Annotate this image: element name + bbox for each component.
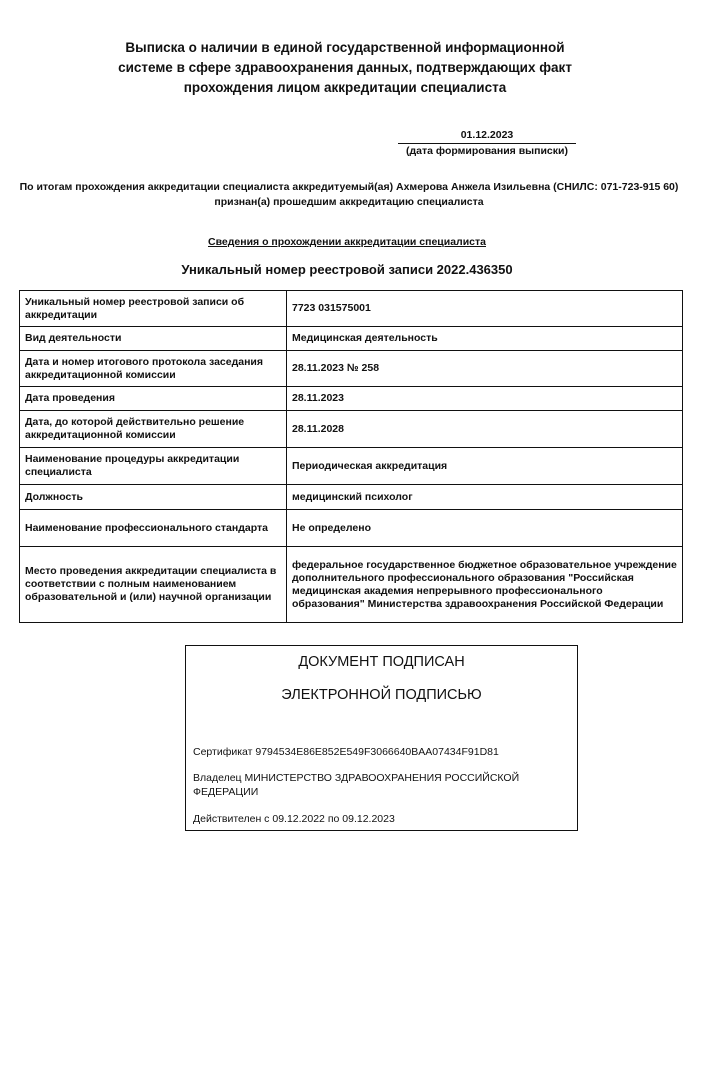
table-row	[20, 291, 683, 327]
row-value: медицинский психолог	[287, 485, 683, 510]
row-key: Дата, до которой действительно решение аккредитационной комиссии	[20, 411, 287, 448]
table-row	[20, 327, 683, 351]
row-key: Вид деятельности	[20, 327, 287, 351]
row-value: федеральное государственное бюджетное образовательное учреждение дополнительного профессионального образования "Российская медицинская академия непрерывного профессионального образования" Министерства здравоохранения Российской Федерации	[287, 547, 683, 623]
issue-date-block	[398, 128, 576, 158]
row-value: Медицинская деятельность	[287, 327, 683, 351]
row-value: Не определено	[287, 510, 683, 547]
table-row	[20, 547, 683, 623]
row-key: Наименование процедуры аккредитации специалиста	[20, 448, 287, 485]
signature-certificate: Сертификат 9794534E86E852E549F3066640BAA07434F91D81	[193, 746, 499, 758]
title-line-1: Выписка о наличии в единой государственной информационной	[125, 40, 565, 55]
row-value: 28.11.2028	[287, 411, 683, 448]
row-value: Периодическая аккредитация	[287, 448, 683, 485]
accreditation-info-table	[19, 290, 683, 623]
issue-date-caption: (дата формирования выписки)	[406, 145, 568, 157]
row-value: 7723 031575001	[287, 291, 683, 327]
section-title: Сведения о прохождении аккредитации специалиста	[208, 236, 486, 248]
row-key: Дата и номер итогового протокола заседания аккредитационной комиссии	[20, 351, 287, 387]
electronic-signature-stamp	[185, 645, 578, 831]
signature-owner: Владелец МИНИСТЕРСТВО ЗДРАВООХРАНЕНИЯ РОССИЙСКОЙ ФЕДЕРАЦИИ	[193, 772, 520, 798]
row-value: 28.11.2023 № 258	[287, 351, 683, 387]
table-row	[20, 448, 683, 485]
title-line-3: прохождения лицом аккредитации специалиста	[183, 80, 507, 95]
accreditation-result-text: По итогам прохождения аккредитации специалиста аккредитуемый(ая) Ахмерова Анжела Изильевна (СНИЛС: 071-723-915 60) признан(а) прошедшим аккредитацию специалиста	[19, 181, 679, 208]
row-key: Уникальный номер реестровой записи об аккредитации	[20, 291, 287, 327]
table-row	[20, 411, 683, 448]
registry-number: Уникальный номер реестровой записи 2022.436350	[181, 262, 513, 277]
table-row	[20, 387, 683, 411]
table-row	[20, 510, 683, 547]
row-key: Должность	[20, 485, 287, 510]
table-row	[20, 485, 683, 510]
signature-validity: Действителен с 09.12.2022 по 09.12.2023	[193, 813, 395, 825]
row-key: Наименование профессионального стандарта	[20, 510, 287, 547]
title-line-2: системе в сфере здравоохранения данных, подтверждающих факт	[118, 60, 572, 75]
table-row	[20, 351, 683, 387]
row-key: Место проведения аккредитации специалиста в соответствии с полным наименованием образовательной и (или) научной организации	[20, 547, 287, 623]
row-value: 28.11.2023	[287, 387, 683, 411]
row-key: Дата проведения	[20, 387, 287, 411]
signature-heading-1: ДОКУМЕНТ ПОДПИСАН	[298, 654, 465, 670]
document-title	[80, 38, 610, 98]
signature-heading-2: ЭЛЕКТРОННОЙ ПОДПИСЬЮ	[281, 687, 482, 703]
issue-date: 01.12.2023	[398, 128, 576, 144]
